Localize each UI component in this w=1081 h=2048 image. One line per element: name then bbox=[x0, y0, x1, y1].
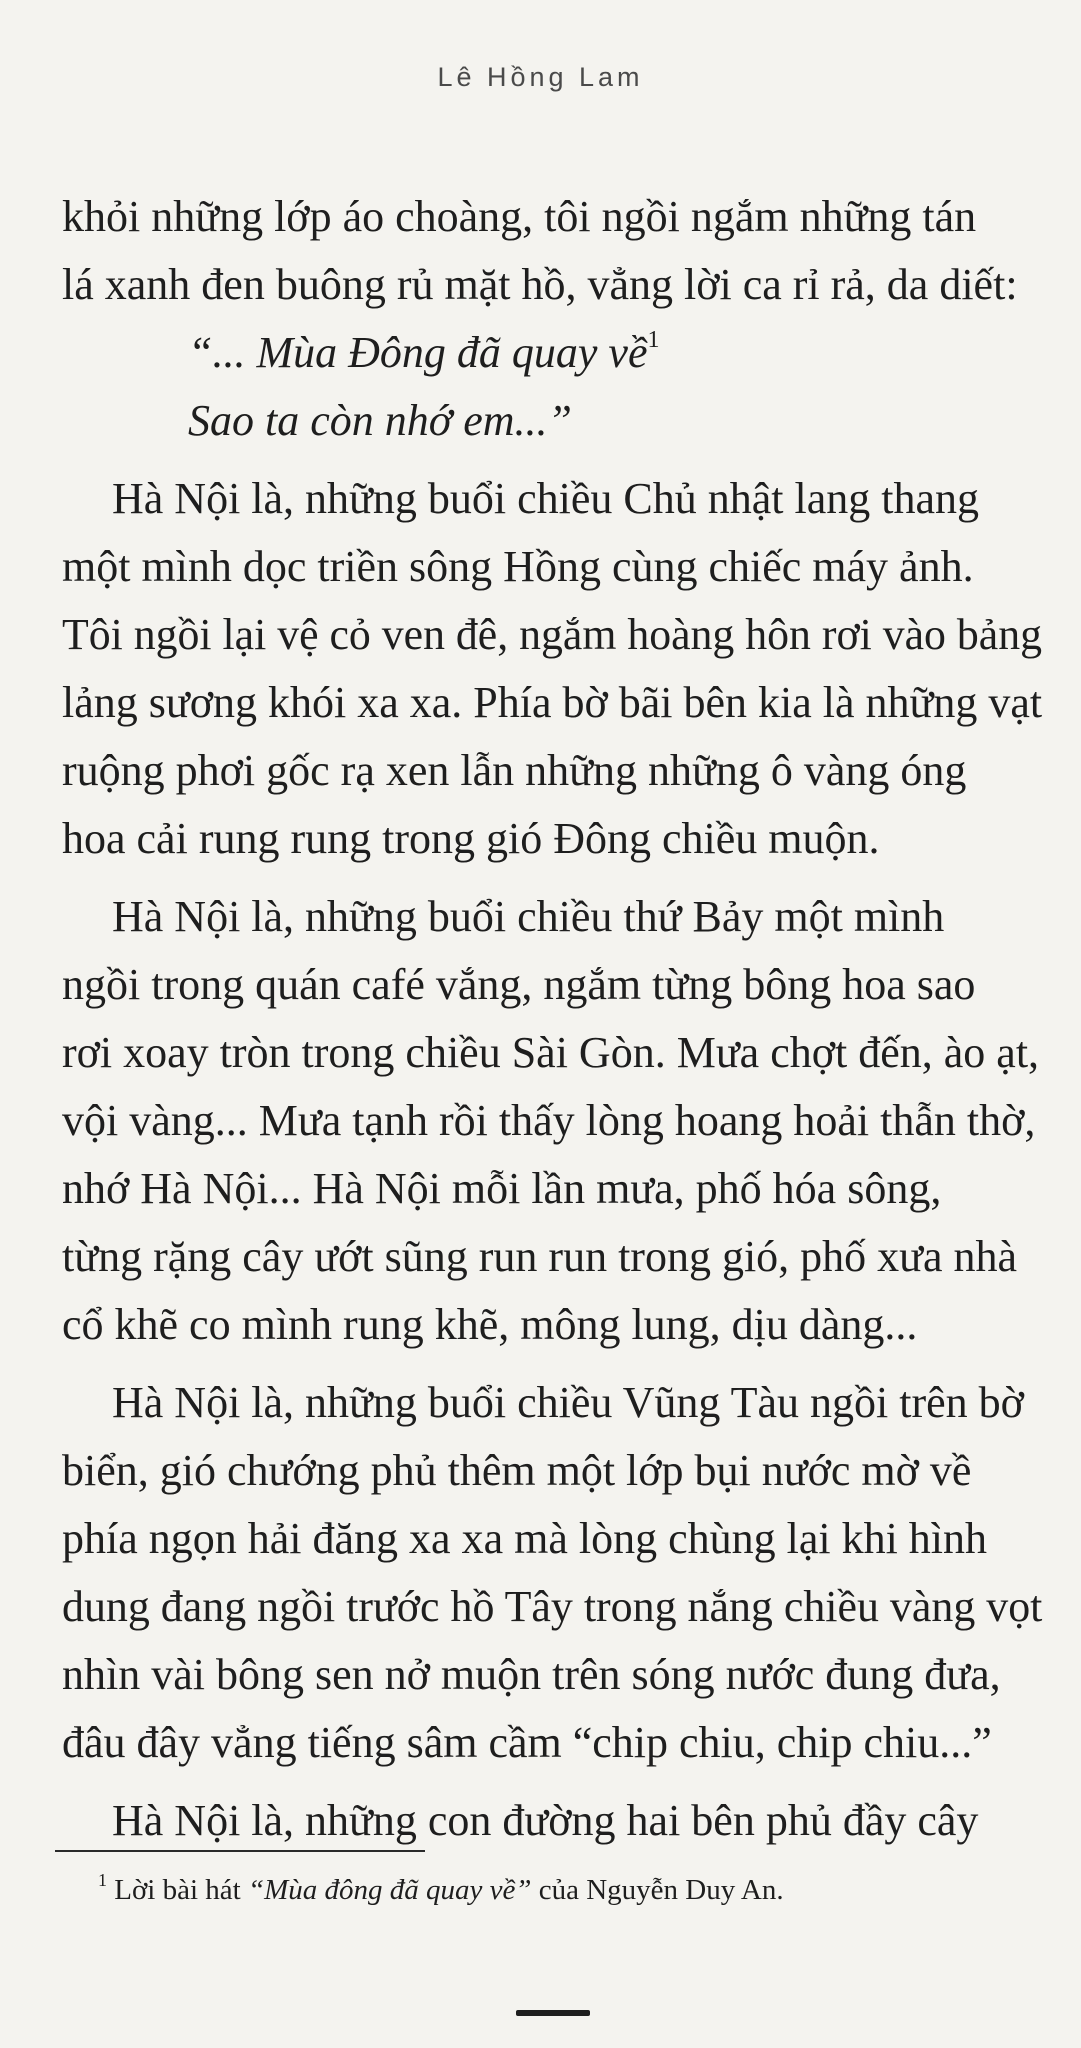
text-line: nhìn vài bông sen nở muộn trên sóng nước đung đưa, bbox=[62, 1650, 1001, 1699]
text-line: Hà Nội là, những con đường hai bên phủ đầy cây bbox=[112, 1796, 979, 1845]
text-line: biển, gió chướng phủ thêm một lớp bụi nước mờ về bbox=[62, 1446, 972, 1495]
footnote-divider bbox=[55, 1850, 425, 1852]
body-text bbox=[62, 183, 1042, 1855]
footnote bbox=[98, 1870, 1038, 1910]
text-line: hoa cải rung rung trong gió Đông chiều muộn. bbox=[62, 814, 880, 863]
page-number-mark bbox=[516, 2010, 590, 2016]
text-line: từng rặng cây ướt sũng run run trong gió, phố xưa nhà bbox=[62, 1232, 1018, 1281]
text-line: lảng sương khói xa xa. Phía bờ bãi bên kia là những vạt bbox=[62, 678, 1043, 727]
text-line: đâu đây vẳng tiếng sâm cầm “chip chiu, chip chiu...” bbox=[62, 1718, 992, 1767]
text-line: vội vàng... Mưa tạnh rồi thấy lòng hoang hoải thẫn thờ, bbox=[62, 1096, 1036, 1145]
text-line: phía ngọn hải đăng xa xa mà lòng chùng lại khi hình bbox=[62, 1514, 988, 1563]
text-line: dung đang ngồi trước hồ Tây trong nắng chiều vàng vọt bbox=[62, 1582, 1043, 1631]
footnote-ref: 1 bbox=[647, 327, 660, 354]
text-line: Hà Nội là, những buổi chiều Vũng Tàu ngồi trên bờ bbox=[112, 1378, 1024, 1427]
text-line: rơi xoay tròn trong chiều Sài Gòn. Mưa chợt đến, ào ạt, bbox=[62, 1028, 1040, 1077]
text-line: Hà Nội là, những buổi chiều thứ Bảy một mình bbox=[112, 892, 945, 941]
text-line: lá xanh đen buông rủ mặt hồ, vẳng lời ca rỉ rả, da diết: bbox=[62, 260, 1018, 309]
verse-line bbox=[62, 319, 1042, 387]
text-line: nhớ Hà Nội... Hà Nội mỗi lần mưa, phố hóa sông, bbox=[62, 1164, 942, 1213]
text-line: Hà Nội là, những buổi chiều Chủ nhật lang thang bbox=[112, 474, 980, 523]
verse-text: “... Mùa Đông đã quay về bbox=[188, 328, 648, 377]
verse-line: Sao ta còn nhớ em...” bbox=[188, 396, 573, 445]
text-line: khỏi những lớp áo choàng, tôi ngồi ngắm những tán bbox=[62, 192, 977, 241]
footnote-song-title: “Mùa đông đã quay về” bbox=[247, 1874, 532, 1906]
text-line: một mình dọc triền sông Hồng cùng chiếc máy ảnh. bbox=[62, 542, 974, 591]
footnote-text-before: Lời bài hát bbox=[114, 1874, 241, 1906]
running-head: Lê Hồng Lam bbox=[437, 62, 644, 92]
footnote-mark: 1 bbox=[98, 1870, 107, 1891]
text-line: Tôi ngồi lại vệ cỏ ven đê, ngắm hoàng hôn rơi vào bảng bbox=[62, 610, 1042, 659]
footnote-text-after: của Nguyễn Duy An. bbox=[538, 1874, 784, 1906]
text-line: ruộng phơi gốc rạ xen lẫn những những ô vàng óng bbox=[62, 746, 967, 795]
text-line: ngồi trong quán café vắng, ngắm từng bông hoa sao bbox=[62, 960, 976, 1009]
text-line: cổ khẽ co mình rung khẽ, mông lung, dịu dàng... bbox=[62, 1300, 918, 1349]
